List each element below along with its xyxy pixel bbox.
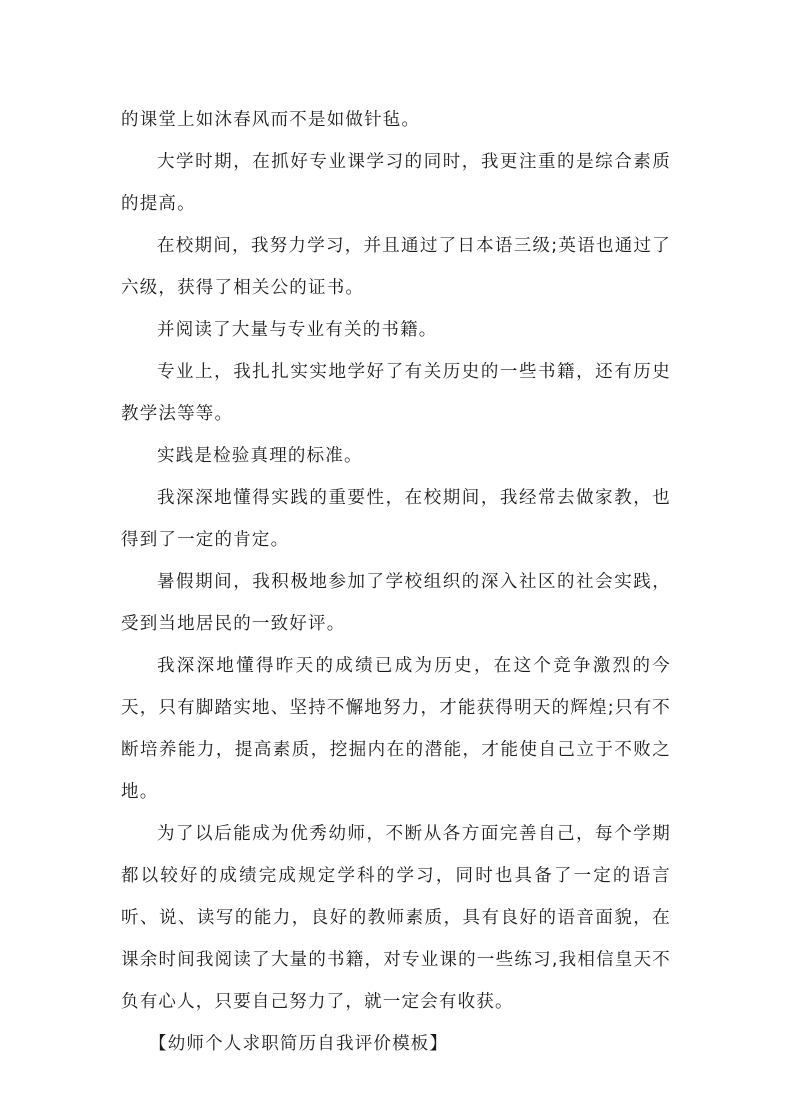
paragraph-continuation: 的课堂上如沐春风而不是如做针毡。: [121, 110, 421, 130]
paragraph-practice-truth: 实践是检验真理的标准。: [157, 446, 363, 466]
document-page: [121, 99, 671, 1065]
paragraph-certificates: 在校期间，我努力学习，并且通过了日本语三级;英语也通过了六级，获得了相关公的证书。: [121, 236, 671, 298]
paragraph-summer-practice: 暑假期间，我积极地参加了学校组织的深入社区的社会实践，受到当地居民的一致好评。: [121, 572, 671, 634]
section-title: 【幼师个人求职简历自我评价模板】: [149, 1034, 449, 1054]
paragraph-tutoring: 我深深地懂得实践的重要性，在校期间，我经常去做家教，也得到了一定的肯定。: [121, 488, 671, 550]
paragraph-self-improvement: 为了以后能成为优秀幼师，不断从各方面完善自己，每个学期都以较好的成绩完成规定学科的学习，同时也具备了一定的语言听、说、读写的能力，良好的教师素质，具有良好的语音面貌，在课余时间我阅读了大量的书籍，对专业课的一些练习,我相信皇天不负有心人，只要自己努力了，就一定会有收获。: [121, 824, 671, 1012]
paragraph-college-period: 大学时期，在抓好专业课学习的同时，我更注重的是综合素质的提高。: [121, 152, 671, 214]
paragraph-major: 专业上，我扎扎实实地学好了有关历史的一些书籍，还有历史教学法等等。: [121, 362, 671, 424]
paragraph-history-effort: 我深深地懂得昨天的成绩已成为历史，在这个竞争激烈的今天，只有脚踏实地、坚持不懈地努力，才能获得明天的辉煌;只有不断培养能力，提高素质，挖掘内在的潜能，才能使自己立于不败之地。: [121, 656, 671, 802]
paragraph-reading: 并阅读了大量与专业有关的书籍。: [157, 320, 438, 340]
